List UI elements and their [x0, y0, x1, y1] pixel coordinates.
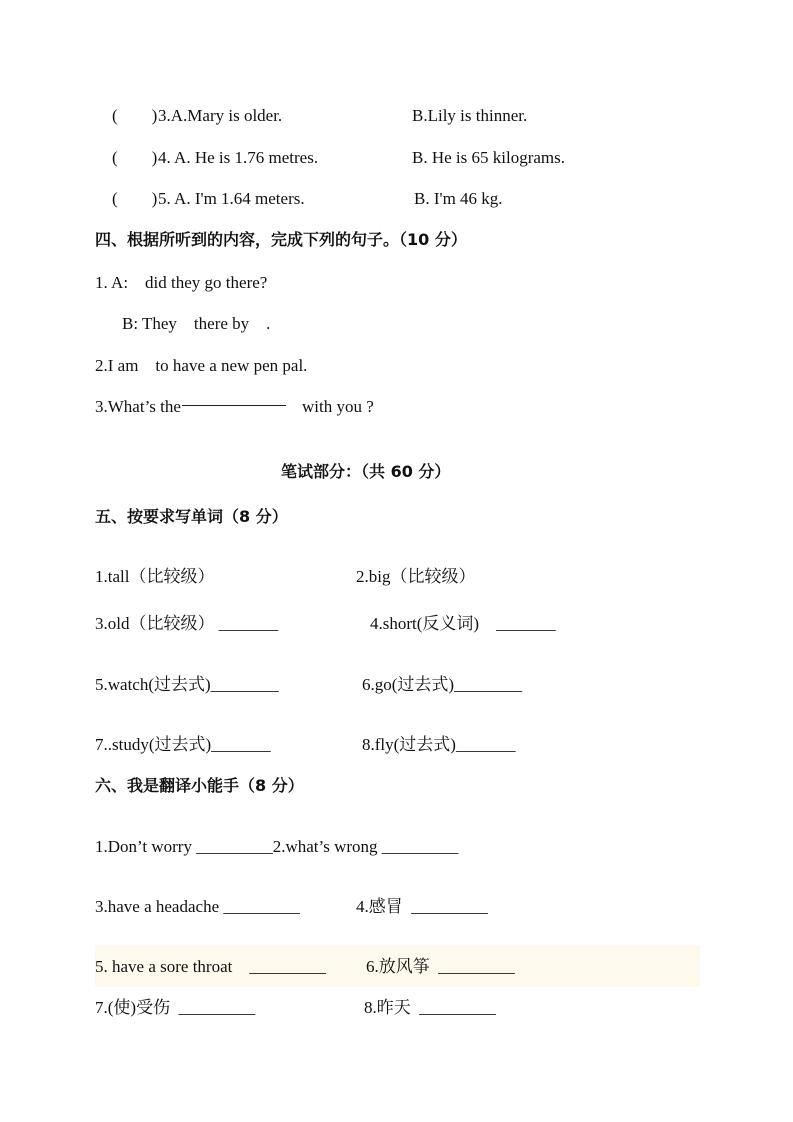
- translate-item-6: 6.放风筝 _________: [366, 957, 515, 976]
- word-item-7: 7..study(过去式)_______: [95, 735, 271, 754]
- section-5-title: 五、按要求写单词（8 分）: [95, 507, 288, 526]
- answer-paren: ( ): [112, 148, 158, 167]
- section-6-title: 六、我是翻译小能手（8 分）: [95, 776, 304, 795]
- section-4-q3-end: with you ?: [302, 397, 374, 416]
- option-b: B. He is 65 kilograms.: [412, 148, 565, 167]
- section-4-q1b: B: They there by .: [122, 314, 271, 333]
- written-part-title: 笔试部分：（共 60 分）: [281, 462, 451, 481]
- translate-item-3: 3.have a headache _________: [95, 897, 300, 916]
- word-item-3: 3.old（比较级） _______: [95, 614, 279, 633]
- section-4-q3-start: 3.What’s the: [95, 397, 181, 416]
- translate-item-7: 7.(使)受伤 _________: [95, 998, 256, 1017]
- word-item-5: 5.watch(过去式)________: [95, 675, 279, 694]
- translate-item-5: 5. have a sore throat _________: [95, 957, 326, 976]
- section-4-q2: 2.I am to have a new pen pal.: [95, 356, 308, 375]
- word-item-1: 1.tall（比较级）: [95, 567, 215, 586]
- answer-blank-line: [182, 405, 286, 406]
- option-a: 4. A. He is 1.76 metres.: [158, 148, 319, 167]
- option-a: 3.A.Mary is older.: [158, 106, 283, 125]
- translate-row-1: 1.Don’t worry _________2.what’s wrong _________: [95, 837, 459, 856]
- option-a: 5. A. I'm 1.64 meters.: [158, 189, 305, 208]
- section-4-title: 四、根据所听到的内容，完成下列的句子。（10 分）: [95, 230, 467, 249]
- answer-paren: ( ): [112, 106, 158, 125]
- word-item-8: 8.fly(过去式)_______: [362, 735, 516, 754]
- translate-item-4: 4.感冒 _________: [356, 897, 488, 916]
- option-b: B.Lily is thinner.: [412, 106, 528, 125]
- answer-paren: ( ): [112, 189, 158, 208]
- word-item-6: 6.go(过去式)________: [362, 675, 523, 694]
- word-item-2: 2.big（比较级）: [356, 567, 476, 586]
- option-b: B. I'm 46 kg.: [414, 189, 503, 208]
- section-4-q1a: 1. A: did they go there?: [95, 273, 268, 292]
- translate-item-8: 8.昨天 _________: [364, 998, 496, 1017]
- word-item-4: 4.short(反义词) _______: [370, 614, 556, 633]
